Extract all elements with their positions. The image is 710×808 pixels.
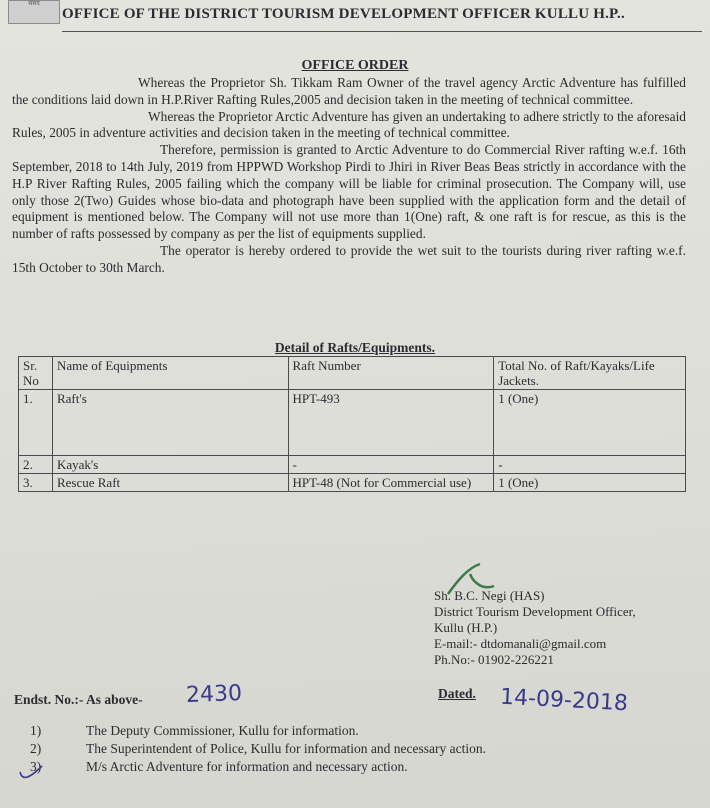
order-body bbox=[12, 75, 686, 277]
table-cell: 2. bbox=[19, 456, 53, 474]
table-header-row bbox=[19, 357, 686, 390]
dated-label: Dated. bbox=[438, 686, 476, 701]
list-item-number: 2) bbox=[30, 741, 42, 756]
paragraph-3: Therefore, permission is granted to Arctic Adventure to do Commercial River rafting w.e.f. 16th September, 2018 to 14th July, 2019 from HPPWD Workshop Pirdi to Jhiri in River Beas Beas strictly in accordance with the H.P River Rafting Rules, 2005 failing which the company will be liable for criminal prosecution. The Company will, use only those 2(Two) Guides whose bio-data and photograph have been supplied with the application form and the detail of equipment is mentioned below. The Company will not use more than 1(One) raft, & one raft is for rescue, as this is the number of rafts possessed by company as per the list of equipments supplied. bbox=[12, 142, 686, 242]
table-cell: 3. bbox=[19, 474, 53, 492]
table-row bbox=[19, 456, 686, 474]
office-header: OFFICE OF THE DISTRICT TOURISM DEVELOPMENT OFFICER KULLU H.P.. bbox=[62, 6, 702, 32]
paragraph-1: Whereas the Proprietor Sh. Tikkam Ram Owner of the travel agency Arctic Adventure has fulfilled the conditions laid down in H.P.River Rafting Rules,2005 and decision taken in the meeting of technical committee. bbox=[12, 75, 686, 107]
signatory-place: Kullu (H.P.) bbox=[434, 620, 498, 635]
equipment-table bbox=[18, 356, 686, 492]
office-order-title: OFFICE ORDER bbox=[301, 58, 409, 73]
header-cell: Name of Equipments bbox=[52, 357, 288, 390]
table-cell: - bbox=[288, 456, 494, 474]
signatory-name: Sh. B.C. Negi (HAS) bbox=[434, 588, 545, 603]
endorsement-label: Endst. No.:- As above- bbox=[14, 692, 143, 707]
government-emblem-icon bbox=[8, 0, 60, 24]
signatory-phone: Ph.No:- 01902-226221 bbox=[434, 652, 554, 667]
signatory-designation: District Tourism Development Officer, bbox=[434, 604, 636, 619]
list-item-number: 3) bbox=[30, 759, 42, 774]
signatory-email: E-mail:- dtdomanali@gmail.com bbox=[434, 636, 607, 651]
list-item-number: 1) bbox=[30, 723, 42, 738]
paragraph-2: Whereas the Proprietor Arctic Adventure has given an undertaking to adhere strictly to the aforesaid Rules, 2005 in adventure activities and decision taken in the meeting of technical committee. bbox=[12, 108, 686, 141]
header-cell: Sr. No bbox=[19, 357, 53, 390]
endorsement-number: 2430 bbox=[185, 681, 243, 708]
table-cell: HPT-493 bbox=[288, 390, 494, 456]
table-row bbox=[19, 474, 686, 492]
paragraph-4: The operator is hereby ordered to provide the wet suit to the tourists during river rafting w.e.f. 15th October to 30th March. bbox=[12, 242, 686, 275]
list-item-text: The Superintendent of Police, Kullu for information and necessary action. bbox=[86, 741, 487, 756]
list-item-text: The Deputy Commissioner, Kullu for information. bbox=[86, 723, 359, 738]
table-cell: - bbox=[494, 456, 686, 474]
table-cell: Raft's bbox=[52, 390, 288, 456]
table-cell: 1. bbox=[19, 390, 53, 456]
emblem-text: संसद bbox=[28, 1, 40, 7]
table-cell: Kayak's bbox=[52, 456, 288, 474]
table-cell: HPT-48 (Not for Commercial use) bbox=[288, 474, 494, 492]
dated-value: 14-09-2018 bbox=[499, 684, 629, 717]
copy-list bbox=[30, 722, 690, 776]
table-cell: 1 (One) bbox=[494, 474, 686, 492]
table-cell: Rescue Raft bbox=[52, 474, 288, 492]
checkmark-icon bbox=[16, 760, 46, 784]
table-cell: 1 (One) bbox=[494, 390, 686, 456]
list-item bbox=[30, 740, 690, 758]
signature-block bbox=[434, 588, 694, 668]
list-item-text: M/s Arctic Adventure for information and necessary action. bbox=[86, 759, 408, 774]
header-cell: Total No. of Raft/Kayaks/Life Jackets. bbox=[494, 357, 686, 390]
list-item bbox=[30, 722, 690, 740]
header-cell: Raft Number bbox=[288, 357, 494, 390]
list-item bbox=[30, 758, 690, 776]
table-row bbox=[19, 390, 686, 456]
equipment-table-title: Detail of Rafts/Equipments. bbox=[274, 340, 436, 355]
